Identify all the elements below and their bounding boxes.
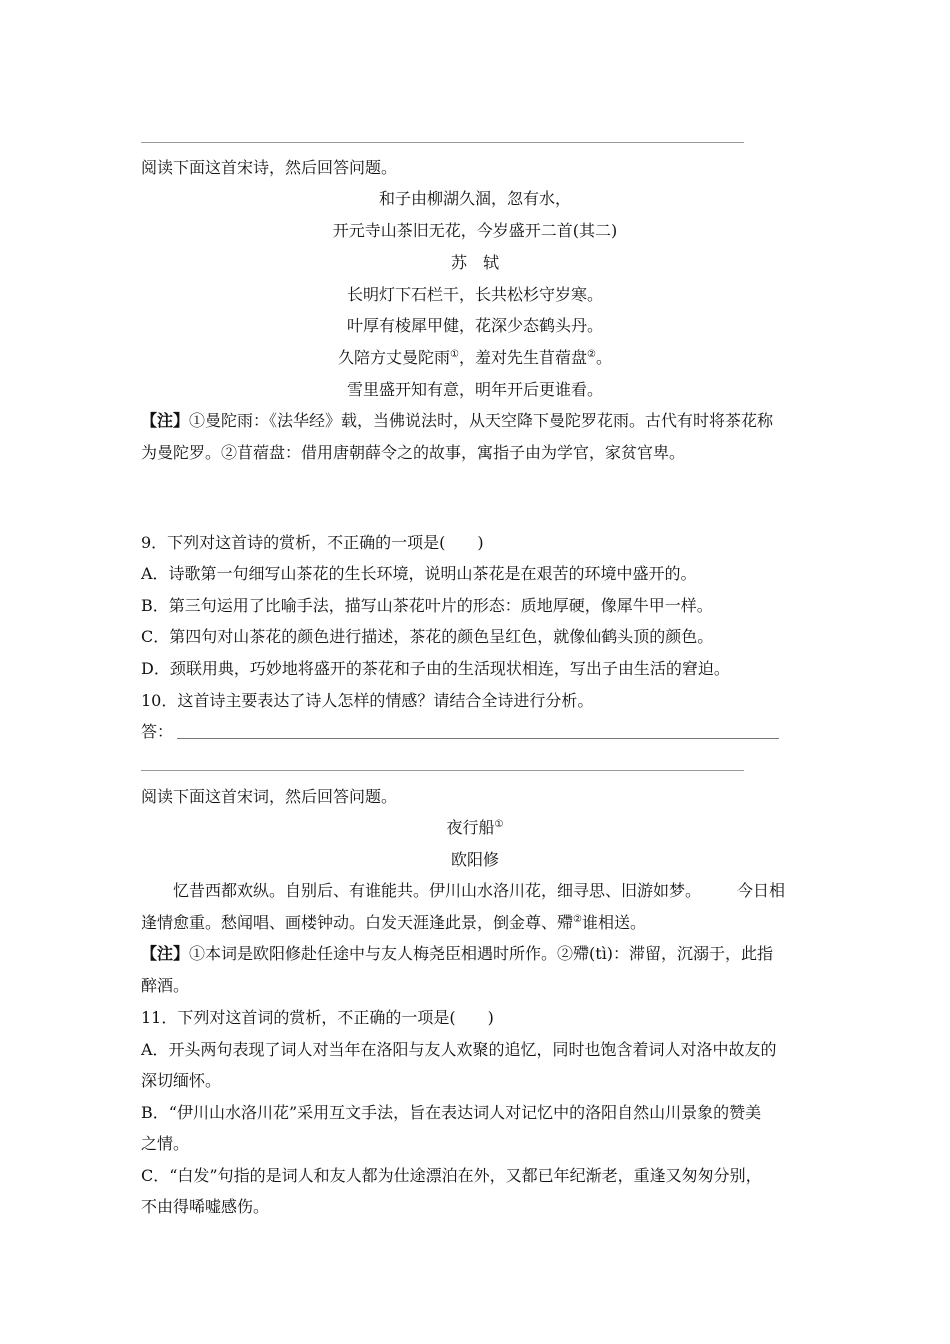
note-tag: 【注】 xyxy=(141,411,190,430)
section2-divider xyxy=(141,770,744,771)
question-9: 9．下列对这首诗的赏析，不正确的一项是( ) xyxy=(141,533,484,552)
poem-line-3-part-a: 久陪方丈曼陀雨 xyxy=(338,348,451,367)
question-11-option-a-1: A．开头两句表现了词人对当年在洛阳与友人欢聚的追忆，同时也饱含着词人对洛中故友的 xyxy=(141,1040,777,1059)
section1-intro: 阅读下面这首宋诗，然后回答问题。 xyxy=(141,158,398,177)
ci-author: 欧阳修 xyxy=(450,850,499,869)
ci-line-1-b: 今日相 xyxy=(737,881,786,900)
poem-author: 苏 轼 xyxy=(450,253,499,272)
ci-note-line2: 醉酒。 xyxy=(141,976,190,995)
poem-title-line2: 开元寺山茶旧无花，今岁盛开二首(其二) xyxy=(332,221,618,240)
poem-note-line2: 为曼陀罗。②苜蓿盘：借用唐朝薛令之的故事，寓指子由为学官，家贫官卑。 xyxy=(141,443,686,462)
note-text-1: ①曼陀雨：《法华经》载，当佛说法时，从天空降下曼陀罗花雨。古代有时将茶花称 xyxy=(189,411,774,430)
question-9-option-a: A．诗歌第一句细写山茶花的生长环境，说明山茶花是在艰苦的环境中盛开的。 xyxy=(141,564,697,583)
question-9-option-b: B．第三句运用了比喻手法，描写山茶花叶片的形态：质地厚硬，像犀牛甲一样。 xyxy=(141,596,713,615)
ci-title-footnote: ① xyxy=(494,819,504,830)
top-divider xyxy=(141,142,744,143)
question-11-option-b-1: B．“伊川山水洛川花”采用互文手法，旨在表达词人对记忆中的洛阳自然山川景象的赞美 xyxy=(141,1103,762,1122)
ci-note-text-1: ①本词是欧阳修赴任途中与友人梅尧臣相遇时所作。②殢(tì)：滞留，沉溺于，此指 xyxy=(189,944,774,963)
question-11-option-a-2: 深切缅怀。 xyxy=(141,1071,222,1090)
question-11-option-c-2: 不由得唏嘘感伤。 xyxy=(141,1197,270,1216)
ci-note-line1 xyxy=(141,944,773,964)
answer-label: 答： xyxy=(141,722,174,741)
question-11: 11．下列对这首词的赏析，不正确的一项是( ) xyxy=(141,1008,494,1027)
poem-line-3 xyxy=(141,348,809,368)
answer-input-line[interactable] xyxy=(177,724,779,739)
poem-line-4: 雪里盛开知有意，明年开后更谁看。 xyxy=(346,380,603,399)
question-11-option-c-1: C．“白发”句指的是词人和友人都为仕途漂泊在外，又都已年纪渐老，重逢又匆匆分别， xyxy=(141,1166,762,1185)
ci-title-text: 夜行船 xyxy=(446,818,495,837)
poem-note-line1 xyxy=(141,411,773,431)
poem-line-3-part-c: 。 xyxy=(595,348,612,367)
ci-footnote-marker-2: ② xyxy=(573,914,582,925)
question-9-option-c: C．第四句对山茶花的颜色进行描述，茶花的颜色呈红色，就像仙鹤头顶的颜色。 xyxy=(141,627,714,646)
question-11-option-b-2: 之情。 xyxy=(141,1134,190,1153)
question-10: 10．这首诗主要表达了诗人怎样的情感？请结合全诗进行分析。 xyxy=(141,691,594,710)
ci-line-1-a: 忆昔西都欢纵。自别后、有谁能共。伊川山水洛川花，细寻思、旧游如梦。 xyxy=(173,881,702,900)
footnote-marker-1: ① xyxy=(450,349,459,360)
poem-line-2: 叶厚有棱犀甲健，花深少态鹤头丹。 xyxy=(346,316,603,335)
poem-line-1: 长明灯下石栏干，长共松杉守岁寒。 xyxy=(346,285,603,304)
footnote-marker-2: ② xyxy=(587,349,596,360)
section2-intro: 阅读下面这首宋词，然后回答问题。 xyxy=(141,787,398,806)
ci-title xyxy=(141,818,809,838)
poem-title-line1: 和子由柳湖久涸，忽有水， xyxy=(378,189,571,208)
poem-line-3-part-b: ，羞对先生苜蓿盘 xyxy=(458,348,587,367)
ci-line-2-a: 逢情愈重。愁闻唱、画楼钟动。白发天涯逢此景，倒金尊、殢 xyxy=(141,913,574,932)
ci-line-2 xyxy=(141,913,646,933)
ci-note-tag: 【注】 xyxy=(141,944,190,963)
ci-line-1 xyxy=(141,881,809,901)
question-9-option-d: D．颈联用典，巧妙地将盛开的茶花和子由的生活现状相连，写出子由生活的窘迫。 xyxy=(141,659,730,678)
ci-line-2-b: 谁相送。 xyxy=(581,913,646,932)
answer-row xyxy=(141,722,779,742)
